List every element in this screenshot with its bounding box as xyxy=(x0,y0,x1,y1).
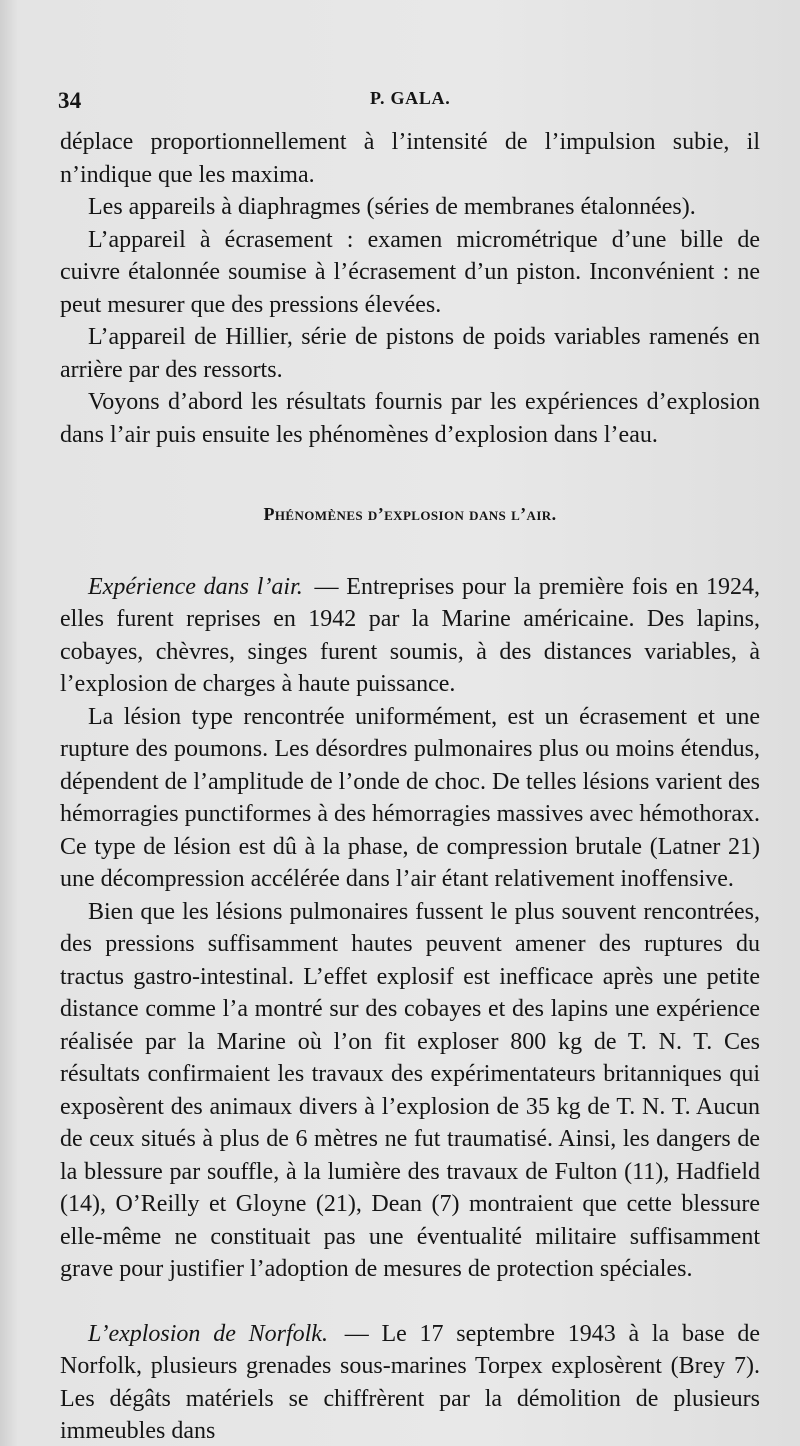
body-text xyxy=(60,126,760,1446)
paragraph-7: Bien que les lésions pulmonaires fussent le plus souvent rencontrées, des pressions suffisamment hautes peuvent amener des ruptures du tractus gastro-intestinal. L’effet explosif est inefficace après une petite distance comme l’a montré sur des cobayes et des lapins une expérience réalisée par la Marine où l’on fit exploser 800 kg de T. N. T. Ces résultats confirmaient les travaux des expérimentateurs britanniques qui exposèrent des animaux divers à l’explosion de 35 kg de T. N. T. Aucun de ceux situés à plus de 6 mètres ne fut traumatisé. Ainsi, les dangers de la blessure par souffle, à la lumière des travaux de Fulton (11), Hadfield (14), O’Reilly et Gloyne (21), Dean (7) montraient que cette blessure elle-même ne constituait pas une éventualité militaire suffisamment grave pour justifier l’adoption de mesures de protection spéciales. xyxy=(60,898,760,1282)
page-number: 34 xyxy=(58,88,82,113)
page-header xyxy=(58,88,746,118)
norfolk-heading: L’explosion de Norfolk. xyxy=(88,1320,328,1347)
section-title: Phénomènes d’explosion dans l’air. xyxy=(263,504,557,524)
paragraph-gap xyxy=(60,1286,760,1318)
paragraph-4: Voyons d’abord les résultats fournis par les expériences d’explosion dans l’air puis ensuite les phénomènes d’explosion dans l’eau. xyxy=(60,389,760,448)
running-head: P. GALA. xyxy=(370,88,451,108)
experiment-air-heading: Expérience dans l’air. xyxy=(88,573,303,600)
paragraph-6: La lésion type rencontrée uniformément, est un écrasement et une rupture des poumons. Les désordres pulmonaires plus ou moins étendus, dépendent de l’amplitude de l’onde de choc. De telles lésions varient des hémorragies punctiformes à des hémorragies massives avec hémothorax. Ce type de lésion est dû à la phase, de compression brutale (Latner 21) une décompression accélérée dans l’air étant relativement inoffensive. xyxy=(60,703,760,892)
paragraph-experiment-air xyxy=(60,571,760,701)
paragraph-1: Les appareils à diaphragmes (séries de membranes étalonnées). xyxy=(88,194,696,220)
paragraph-3: L’appareil de Hillier, série de pistons de poids variables ramenés en arrière par des ressorts. xyxy=(60,324,760,383)
paragraph-0: déplace proportionnellement à l’intensité de l’impulsion subie, il n’indique que les maxima. xyxy=(60,129,760,188)
paragraph-norfolk xyxy=(60,1318,760,1446)
paragraph-5: — Entreprises pour la première fois en 1924, elles furent reprises en 1942 par la Marine américaine. Des lapins, cobayes, chèvres, singes furent soumis, à des distances variables, à l’explosion de charges à haute puissance. xyxy=(60,573,760,697)
paragraph-8: — Le 17 septembre 1943 à la base de Norfolk, plusieurs grenades sous-marines Torpex explosèrent (Brey 7). Les dégâts matériels se chiffrèrent par la démolition de plusieurs immeubles dans xyxy=(60,1320,761,1444)
paragraph-2: L’appareil à écrasement : examen micrométrique d’une bille de cuivre étalonnée soumise à l’écrasement d’un piston. Inconvénient : ne peut mesurer que des pressions élevées. xyxy=(60,226,760,318)
